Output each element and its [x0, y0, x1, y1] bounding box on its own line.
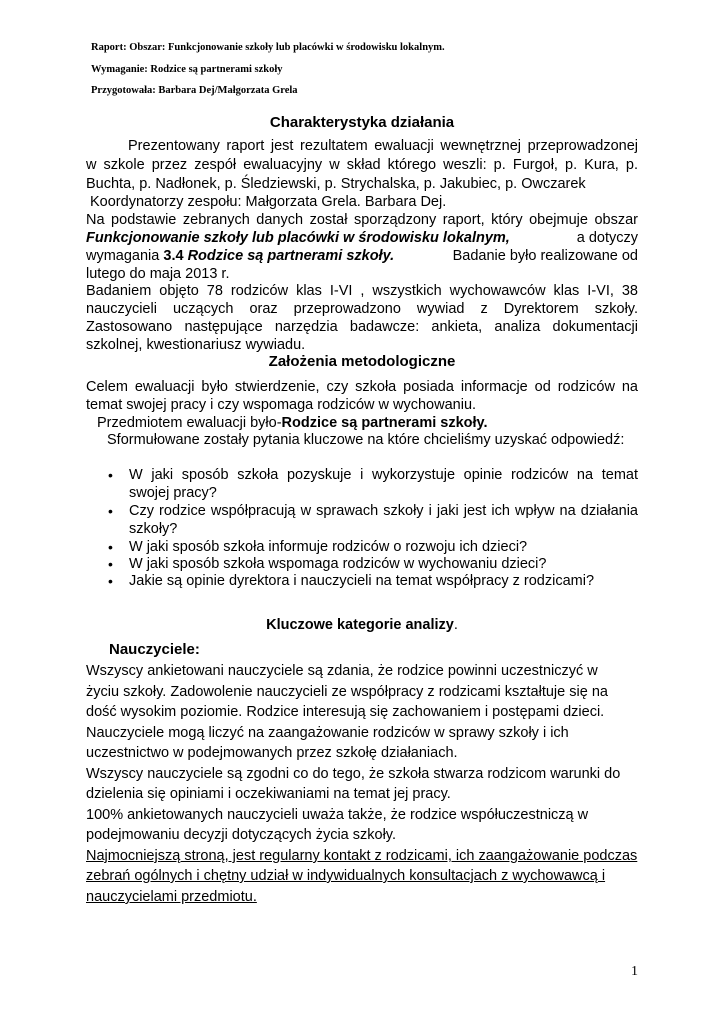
paragraph-line: uczestnictwo w podejmowanych przez szkołę działaniach.	[86, 745, 458, 761]
question-item: swojej pracy?	[129, 485, 217, 501]
page-number: 1	[631, 964, 638, 979]
paragraph-line: Celem ewaluacji było stwierdzenie, czy szkoła posiada informacje od rodziców na	[86, 379, 638, 395]
header-report-area: Raport: Obszar: Funkcjonowanie szkoły lub placówki w środowisku lokalnym.	[91, 42, 445, 53]
paragraph-line: Nauczyciele mogą liczyć na zaangażowanie rodziców w sprawy szkoły i ich	[86, 725, 569, 741]
bullet-icon: •	[108, 539, 113, 555]
paragraph-line: 100% ankietowanych nauczycieli uważa także, że rodzice współuczestniczą w	[86, 807, 589, 823]
bullet-icon: •	[108, 556, 113, 572]
paragraph-line: Koordynatorzy zespołu: Małgorzata Grela. Barbara Dej.	[90, 194, 447, 210]
bullet-icon: •	[108, 467, 113, 483]
paragraph-line	[86, 229, 638, 247]
paragraph-line: Wszyscy ankietowani nauczyciele są zdania, że rodzice powinni uczestniczyć w	[86, 663, 598, 679]
question-item: W jaki sposób szkoła pozyskuje i wykorzystuje opinie rodziców na temat	[129, 467, 638, 483]
paragraph-line	[97, 414, 488, 432]
bullet-icon: •	[108, 503, 113, 519]
paragraph-line: Wszyscy nauczyciele są zgodni co do tego, że szkoła stwarza rodzicom warunki do	[86, 766, 621, 782]
underlined-text: nauczycielami przedmiotu.	[86, 889, 257, 905]
underlined-text: zebrań ogólnych i chętny udział w indywidualnych konsultacjach z wychowawcą i	[86, 868, 606, 884]
paragraph-line: dość wysokim poziomie. Rodzice interesują się zachowaniem i postępami dzieci.	[86, 704, 605, 720]
subject-emphasis: Rodzice są partnerami szkoły.	[281, 415, 488, 431]
header-requirement: Wymaganie: Rodzice są partnerami szkoły	[91, 64, 283, 75]
paragraph-line: życiu szkoły. Zadowolenie nauczycieli ze współpracy z rodzicami kształtuje się na	[86, 684, 608, 700]
requirement-name-emphasis: Rodzice są partnerami szkoły.	[183, 248, 395, 264]
paragraph-line: Badaniem objęto 78 rodziców klas I-VI , wszystkich wychowawców klas I-VI, 38	[86, 283, 638, 299]
section-title-characteristics: Charakterystyka działania	[269, 114, 455, 131]
paragraph-line: dzielenia się opiniami i oczekiwaniami na temat jej pracy.	[86, 786, 451, 802]
paragraph-line: temat swojej pracy i czy wspomaga rodziców w wychowaniu.	[86, 397, 477, 413]
paragraph-line: nauczycieli uczących oraz przeprowadzono wywiad z Dyrektorem szkoły.	[86, 301, 638, 317]
text-fragment	[86, 247, 394, 265]
section-title-key-categories	[0, 616, 724, 634]
text-fragment: wymagania	[86, 248, 164, 264]
question-item: Jakie są opinie dyrektora i nauczycieli na temat współpracy z rodzicami?	[129, 573, 595, 589]
strength-summary-line	[86, 847, 637, 865]
area-name-emphasis: Funkcjonowanie szkoły lub placówki w środowisku lokalnym,	[86, 230, 510, 246]
requirement-number: 3.4	[163, 248, 184, 264]
underlined-text: Najmocniejszą stroną, jest regularny kontakt z rodzicami, ich zaangażowanie podczas	[86, 848, 638, 864]
strength-summary-line	[86, 888, 257, 906]
text-fragment: Badanie było realizowane od	[452, 248, 638, 264]
paragraph-line	[86, 247, 638, 265]
header-prepared-by: Przygotowała: Barbara Dej/Małgorzata Grela	[91, 85, 298, 96]
title-dot: .	[453, 617, 458, 633]
paragraph-line: w szkole przez zespół ewaluacyjny w skład którego weszli: p. Furgoł, p. Kura, p.	[86, 157, 638, 173]
paragraph-line: Zastosowano następujące narzędzia badawcze: ankieta, analiza dokumentacji	[86, 319, 638, 335]
strength-summary-line	[86, 867, 605, 885]
question-item: Czy rodzice współpracują w sprawach szkoły i jaki jest ich wpływ na działania	[129, 503, 638, 519]
text-fragment: a dotyczy	[576, 230, 638, 246]
paragraph-line: podejmowaniu decyzji dotyczących życia szkoły.	[86, 827, 397, 843]
question-item: szkoły?	[129, 521, 178, 537]
paragraph-line: lutego do maja 2013 r.	[86, 266, 230, 282]
text-fragment: Przedmiotem ewaluacji było-	[97, 415, 282, 431]
question-item: W jaki sposób szkoła informuje rodziców o rozwoju ich dzieci?	[129, 539, 528, 555]
paragraph-line: Na podstawie zebranych danych został sporządzony raport, który obejmuje obszar	[86, 212, 638, 228]
bullet-icon: •	[108, 573, 113, 589]
paragraph-line: Buchta, p. Nadłonek, p. Śledziewski, p. Strychalska, p. Jakubiec, p. Owczarek	[86, 176, 586, 192]
section-title-methodology: Założenia metodologiczne	[268, 353, 456, 370]
paragraph-line: szkolnej, kwestionariusz wywiadu.	[86, 337, 306, 353]
paragraph-line: Sformułowane zostały pytania kluczowe na które chcieliśmy uzyskać odpowiedź:	[107, 432, 625, 448]
question-item: W jaki sposób szkoła wspomaga rodziców w wychowaniu dzieci?	[129, 556, 547, 572]
paragraph-line: Prezentowany raport jest rezultatem ewaluacji wewnętrznej przeprowadzonej	[128, 138, 638, 154]
subheading-teachers: Nauczyciele:	[109, 641, 200, 658]
title-text: Kluczowe kategorie analizy	[266, 617, 454, 633]
